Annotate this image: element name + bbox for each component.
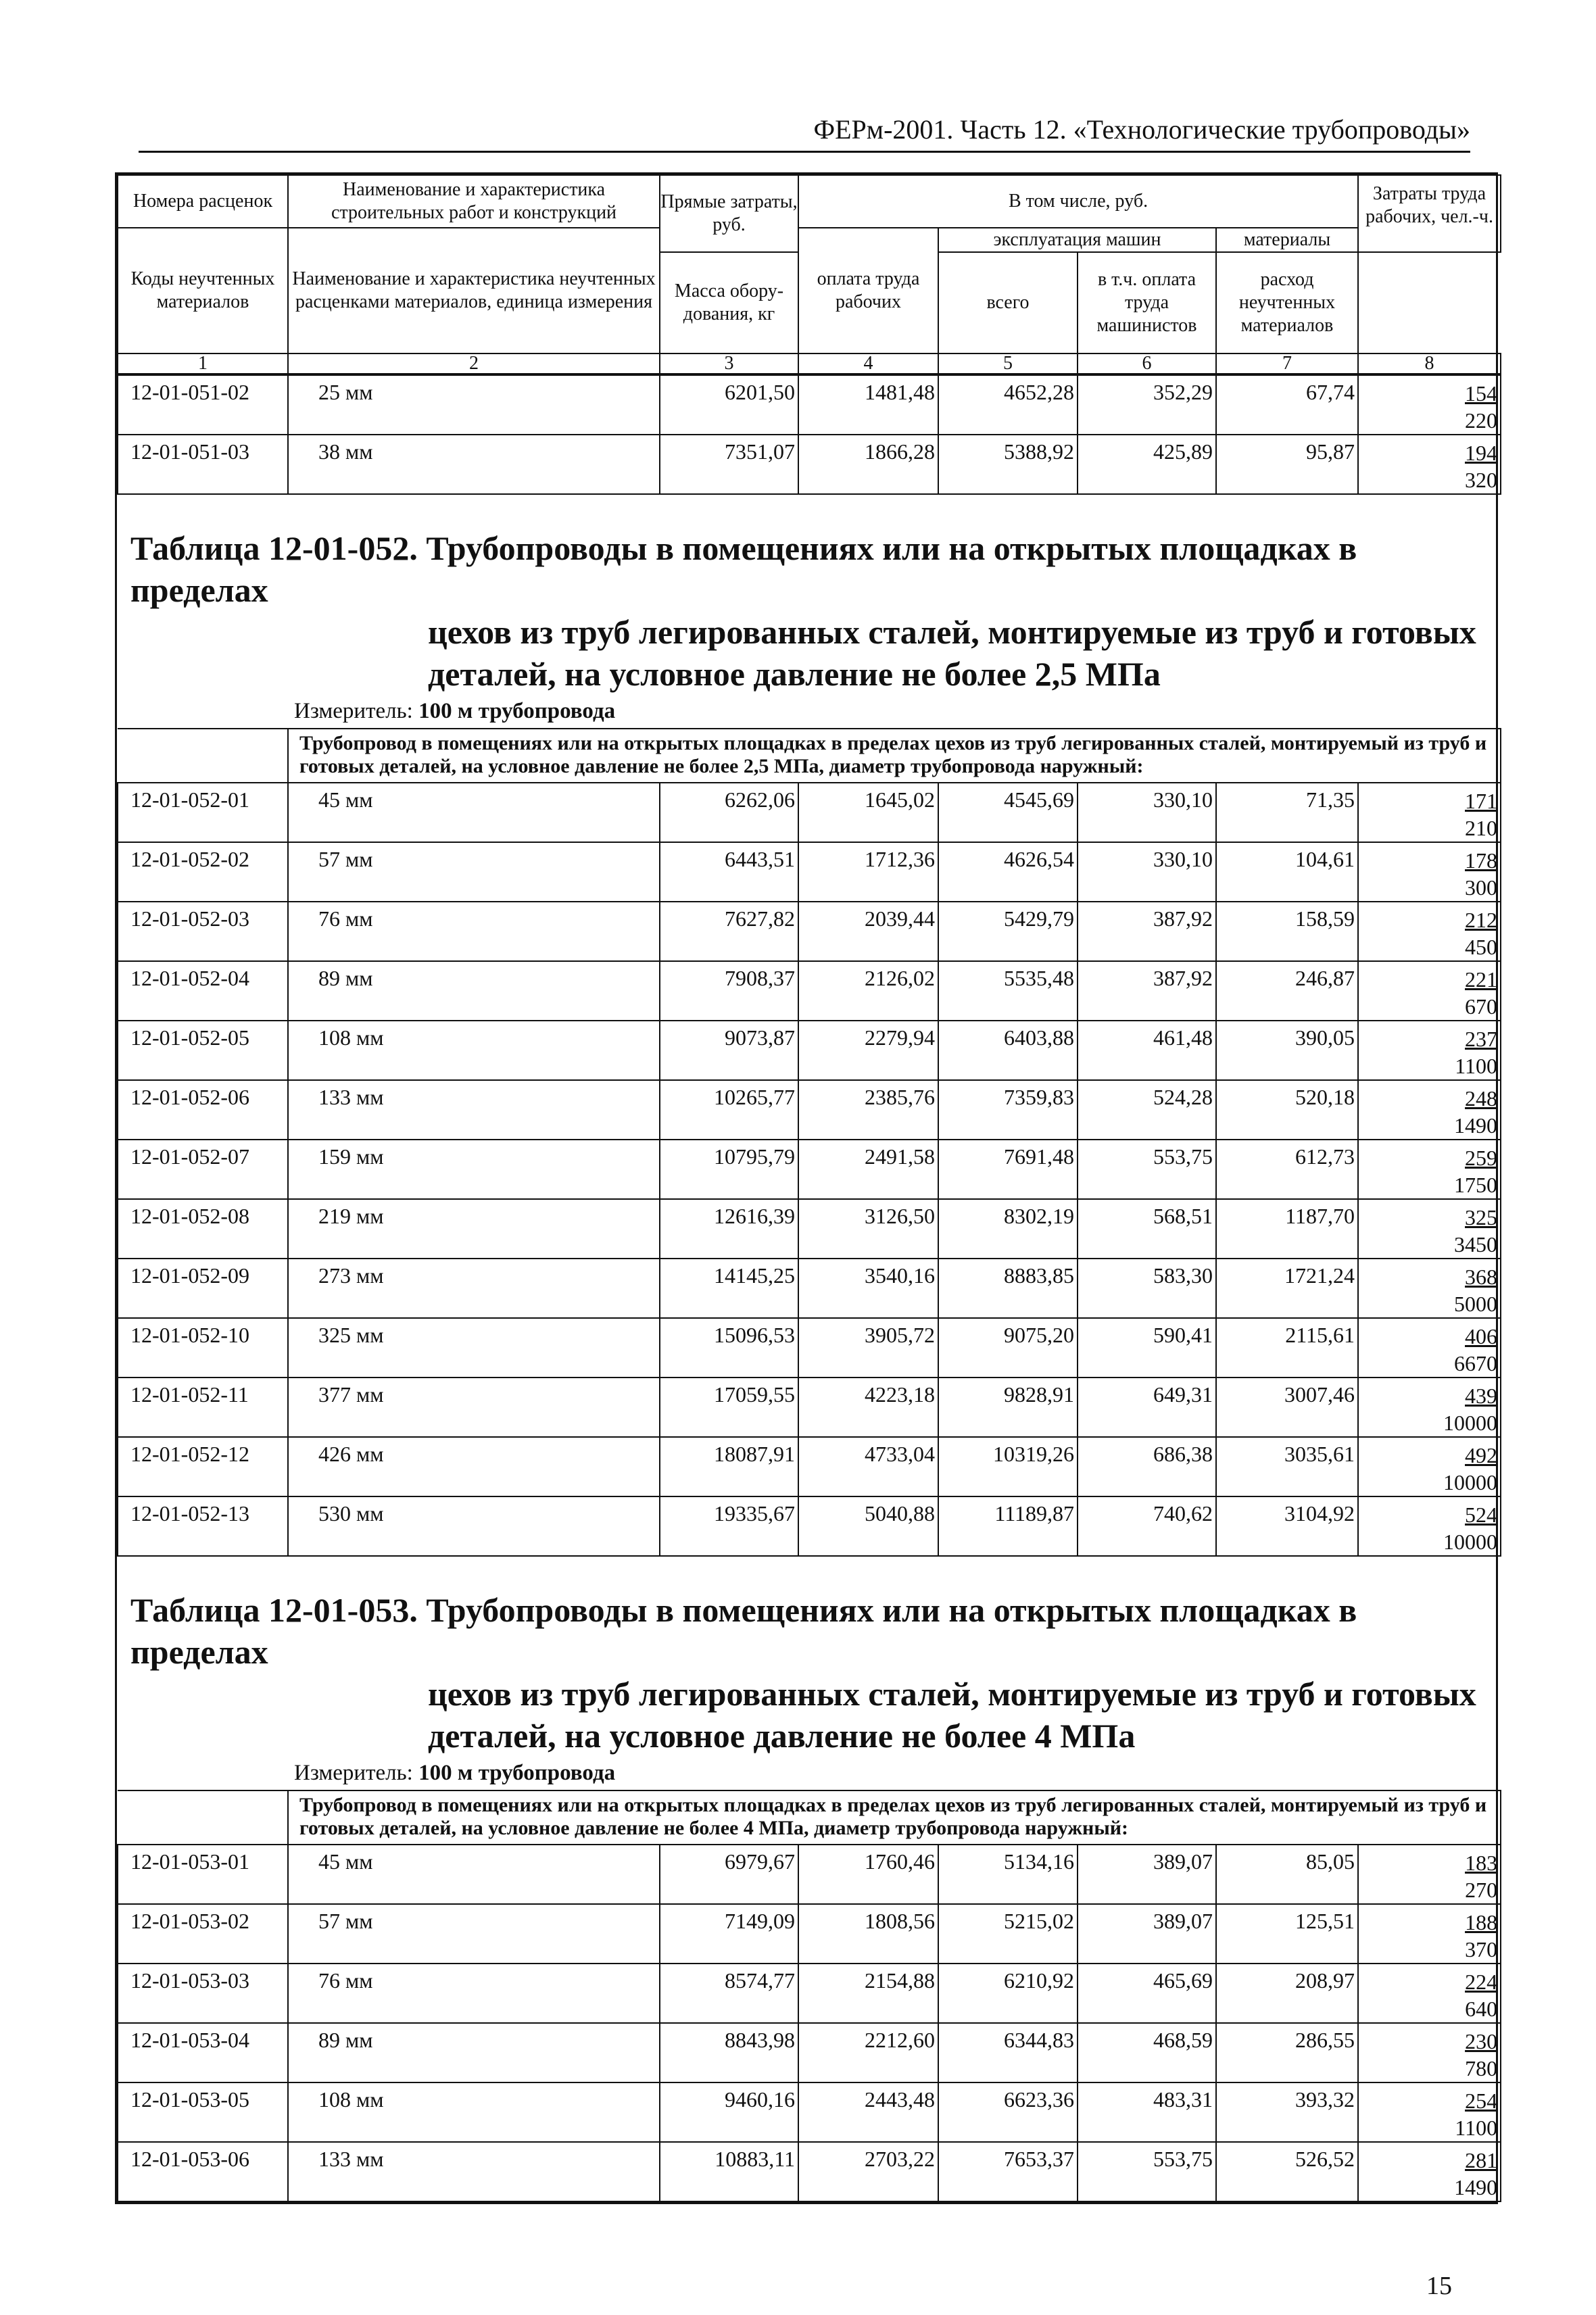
rate-code: 12-01-053-05	[118, 2082, 288, 2142]
direct-costs: 6262,06	[660, 783, 798, 842]
machines-total: 4545,69	[938, 783, 1078, 842]
labor-and-mass	[1358, 842, 1501, 902]
labor-and-mass	[1358, 1845, 1501, 1904]
equipment-mass-value: 220	[1465, 408, 1497, 433]
equipment-mass-value: 370	[1465, 1937, 1498, 1961]
col-num-5: 5	[938, 354, 1078, 374]
header-machines: эксплуатация машин	[938, 228, 1216, 252]
table-052-title-lead: Таблица 12-01-052.	[130, 529, 418, 567]
labor-pay: 1808,56	[798, 1904, 938, 1964]
equipment-mass-value: 1100	[1455, 2116, 1498, 2140]
labor-pay: 1712,36	[798, 842, 938, 902]
labor-pay: 4733,04	[798, 1437, 938, 1496]
materials: 3007,46	[1216, 1378, 1358, 1437]
labor-pay: 3126,50	[798, 1199, 938, 1259]
column-header-table	[117, 174, 1501, 374]
machines-total: 7359,83	[938, 1080, 1078, 1140]
header-machines-total: всего	[938, 252, 1078, 354]
main-table-frame	[115, 172, 1498, 2204]
machinist-pay: 553,75	[1078, 2142, 1216, 2201]
machinist-pay: 568,51	[1078, 1199, 1216, 1259]
header-col2-top: Наименование и характеристика строительных работ и конструкций	[288, 175, 660, 228]
labor-costs-value: 254	[1465, 2089, 1498, 2113]
table-row	[118, 2082, 1501, 2142]
labor-costs-value: 171	[1465, 789, 1498, 813]
work-name: 426 мм	[288, 1437, 660, 1496]
machinist-pay: 389,07	[1078, 1904, 1216, 1964]
machinist-pay: 553,75	[1078, 1140, 1216, 1199]
machines-total: 5535,48	[938, 961, 1078, 1021]
equipment-mass-value: 210	[1465, 816, 1498, 840]
labor-costs-value: 248	[1465, 1086, 1498, 1111]
equipment-mass-value: 3450	[1454, 1232, 1498, 1257]
equipment-mass-value: 450	[1465, 935, 1498, 959]
labor-costs-value: 368	[1465, 1265, 1498, 1289]
work-name: 273 мм	[288, 1259, 660, 1318]
labor-and-mass	[1358, 1378, 1501, 1437]
direct-costs: 19335,67	[660, 1496, 798, 1556]
direct-costs: 17059,55	[660, 1378, 798, 1437]
labor-pay: 3540,16	[798, 1259, 938, 1318]
header-col2-bottom: Наименование и характеристика неучтенных расценками материалов, единица измерения	[288, 228, 660, 354]
table-row	[118, 842, 1501, 902]
table-052-title-line1: Трубопроводы в помещениях или на открытых площадках в пределах	[130, 529, 1357, 609]
table-053-description: Трубопровод в помещениях или на открытых площадках в пределах цехов из труб легированных сталей, монтируемый из труб и готовых деталей, на условное давление не более 4 МПа, диаметр трубопровода наружный:	[288, 1790, 1501, 1845]
col-num-1: 1	[118, 354, 288, 374]
direct-costs: 8843,98	[660, 2023, 798, 2082]
machines-total: 11189,87	[938, 1496, 1078, 1556]
work-name: 57 мм	[288, 842, 660, 902]
equipment-mass-value: 1490	[1454, 2175, 1498, 2199]
table-052-meter	[117, 699, 1496, 728]
rate-code: 12-01-052-01	[118, 783, 288, 842]
machinist-pay: 461,48	[1078, 1021, 1216, 1080]
rate-code: 12-01-051-02	[118, 375, 288, 435]
rate-code: 12-01-051-03	[118, 435, 288, 494]
equipment-mass-value: 270	[1465, 1878, 1498, 1902]
direct-costs: 7627,82	[660, 902, 798, 961]
materials: 390,05	[1216, 1021, 1358, 1080]
labor-pay: 2039,44	[798, 902, 938, 961]
labor-pay: 5040,88	[798, 1496, 938, 1556]
work-name: 89 мм	[288, 961, 660, 1021]
materials: 3104,92	[1216, 1496, 1358, 1556]
labor-costs-value: 183	[1465, 1851, 1498, 1875]
labor-pay: 2126,02	[798, 961, 938, 1021]
table-053-title	[117, 1569, 1496, 1761]
machinist-pay: 389,07	[1078, 1845, 1216, 1904]
machinist-pay: 483,31	[1078, 2082, 1216, 2142]
machinist-pay: 425,89	[1078, 435, 1216, 494]
work-name: 108 мм	[288, 1021, 660, 1080]
machinist-pay: 352,29	[1078, 375, 1216, 435]
table-052-title-line2: цехов из труб легированных сталей, монтируемые из труб и готовых	[428, 613, 1476, 651]
materials: 286,55	[1216, 2023, 1358, 2082]
work-name: 325 мм	[288, 1318, 660, 1378]
table-row	[118, 961, 1501, 1021]
materials: 1187,70	[1216, 1199, 1358, 1259]
materials: 208,97	[1216, 1964, 1358, 2023]
rate-code: 12-01-053-02	[118, 1904, 288, 1964]
rate-code: 12-01-052-11	[118, 1378, 288, 1437]
labor-and-mass	[1358, 1496, 1501, 1556]
direct-costs: 10265,77	[660, 1080, 798, 1140]
table-row	[118, 2023, 1501, 2082]
labor-costs-value: 194	[1465, 441, 1497, 465]
header-materials: материалы	[1216, 228, 1358, 252]
labor-pay: 2385,76	[798, 1080, 938, 1140]
rate-code: 12-01-052-07	[118, 1140, 288, 1199]
table-053-title-line2: цехов из труб легированных сталей, монтируемые из труб и готовых	[428, 1675, 1476, 1713]
equipment-mass-value: 6670	[1454, 1351, 1498, 1375]
labor-and-mass	[1358, 1021, 1501, 1080]
table-row	[118, 2142, 1501, 2201]
work-name: 45 мм	[288, 783, 660, 842]
labor-costs-value: 406	[1465, 1324, 1498, 1348]
table-053-meter	[117, 1761, 1496, 1790]
labor-and-mass	[1358, 2082, 1501, 2142]
col-num-3: 3	[660, 354, 798, 374]
labor-pay: 2154,88	[798, 1964, 938, 2023]
table-row	[118, 1437, 1501, 1496]
table-row	[118, 902, 1501, 961]
col-num-4: 4	[798, 354, 938, 374]
header-labor-costs: Затраты труда рабочих, чел.-ч.	[1358, 175, 1501, 252]
labor-costs-value: 325	[1465, 1205, 1498, 1229]
machinist-pay: 524,28	[1078, 1080, 1216, 1140]
labor-costs-value: 212	[1465, 908, 1498, 932]
machines-total: 4626,54	[938, 842, 1078, 902]
equipment-mass-value: 10000	[1443, 1470, 1498, 1494]
work-name: 219 мм	[288, 1199, 660, 1259]
machines-total: 5388,92	[938, 435, 1078, 494]
table-row	[118, 1080, 1501, 1140]
col-num-2: 2	[288, 354, 660, 374]
materials: 125,51	[1216, 1904, 1358, 1964]
labor-costs-value: 439	[1465, 1384, 1498, 1408]
header-col1-bottom: Коды неучтенных материалов	[118, 228, 288, 354]
table-052	[117, 728, 1501, 1557]
work-name: 76 мм	[288, 902, 660, 961]
labor-costs-value: 281	[1465, 2148, 1498, 2172]
direct-costs: 9073,87	[660, 1021, 798, 1080]
rate-code: 12-01-052-04	[118, 961, 288, 1021]
header-equip-mass: Масса обору-дования, кг	[660, 252, 798, 354]
table-052-description: Трубопровод в помещениях или на открытых площадках в пределах цехов из труб легированных сталей, монтируемый из труб и готовых деталей, на условное давление не более 2,5 МПа, диаметр трубопровода наружный:	[288, 729, 1501, 783]
table-row	[118, 435, 1501, 494]
header-machines-incl: в т.ч. оплата труда машинистов	[1078, 252, 1216, 354]
labor-pay: 1866,28	[798, 435, 938, 494]
machinist-pay: 330,10	[1078, 783, 1216, 842]
table-row	[118, 783, 1501, 842]
table-052-desc-spacer	[118, 729, 288, 783]
materials: 67,74	[1216, 375, 1358, 435]
machinist-pay: 649,31	[1078, 1378, 1216, 1437]
rate-code: 12-01-052-10	[118, 1318, 288, 1378]
table-053-desc-spacer	[118, 1790, 288, 1845]
work-name: 76 мм	[288, 1964, 660, 2023]
labor-costs-value: 224	[1465, 1970, 1498, 1994]
machinist-pay: 583,30	[1078, 1259, 1216, 1318]
table-053-meter-value: 100 м трубопровода	[418, 1761, 616, 1785]
header-col3: Прямые затраты, руб.	[660, 175, 798, 252]
table-row	[118, 1964, 1501, 2023]
materials: 71,35	[1216, 783, 1358, 842]
labor-and-mass	[1358, 1199, 1501, 1259]
materials: 526,52	[1216, 2142, 1358, 2201]
table-row	[118, 1199, 1501, 1259]
rate-code: 12-01-052-08	[118, 1199, 288, 1259]
labor-pay: 4223,18	[798, 1378, 938, 1437]
table-row	[118, 375, 1501, 435]
direct-costs: 18087,91	[660, 1437, 798, 1496]
table-row	[118, 1904, 1501, 1964]
table-row	[118, 1259, 1501, 1318]
equipment-mass-value: 10000	[1443, 1530, 1498, 1554]
direct-costs: 9460,16	[660, 2082, 798, 2142]
page-number: 15	[1426, 2272, 1452, 2300]
machinist-pay: 465,69	[1078, 1964, 1216, 2023]
table-052-meter-value: 100 м трубопровода	[418, 699, 616, 723]
machines-total: 9828,91	[938, 1378, 1078, 1437]
direct-costs: 7149,09	[660, 1904, 798, 1964]
labor-costs-value: 154	[1465, 381, 1497, 406]
labor-and-mass	[1358, 435, 1501, 494]
materials: 2115,61	[1216, 1318, 1358, 1378]
equipment-mass-value: 1490	[1454, 1113, 1498, 1138]
column-number-row	[118, 354, 1501, 374]
labor-costs-value: 178	[1465, 848, 1498, 873]
table-row	[118, 1318, 1501, 1378]
rate-code: 12-01-052-12	[118, 1437, 288, 1496]
labor-and-mass	[1358, 2142, 1501, 2201]
direct-costs: 15096,53	[660, 1318, 798, 1378]
work-name: 38 мм	[288, 435, 660, 494]
materials: 393,32	[1216, 2082, 1358, 2142]
machines-total: 8302,19	[938, 1199, 1078, 1259]
top-rows-table	[117, 374, 1501, 495]
col-num-8: 8	[1358, 354, 1501, 374]
rate-code: 12-01-052-02	[118, 842, 288, 902]
labor-pay: 3905,72	[798, 1318, 938, 1378]
equipment-mass-value: 5000	[1454, 1292, 1498, 1316]
machines-total: 4652,28	[938, 375, 1078, 435]
labor-and-mass	[1358, 1964, 1501, 2023]
labor-and-mass	[1358, 375, 1501, 435]
materials: 85,05	[1216, 1845, 1358, 1904]
table-row	[118, 1845, 1501, 1904]
rate-code: 12-01-052-13	[118, 1496, 288, 1556]
work-name: 133 мм	[288, 2142, 660, 2201]
machines-total: 9075,20	[938, 1318, 1078, 1378]
machinist-pay: 590,41	[1078, 1318, 1216, 1378]
labor-and-mass	[1358, 1080, 1501, 1140]
machinist-pay: 686,38	[1078, 1437, 1216, 1496]
rate-code: 12-01-052-09	[118, 1259, 288, 1318]
rate-code: 12-01-053-03	[118, 1964, 288, 2023]
work-name: 25 мм	[288, 375, 660, 435]
labor-costs-value: 221	[1465, 967, 1498, 992]
machines-total: 5134,16	[938, 1845, 1078, 1904]
labor-and-mass	[1358, 1318, 1501, 1378]
direct-costs: 6201,50	[660, 375, 798, 435]
table-053	[117, 1790, 1501, 2202]
rate-code: 12-01-052-05	[118, 1021, 288, 1080]
work-name: 133 мм	[288, 1080, 660, 1140]
labor-pay: 2491,58	[798, 1140, 938, 1199]
labor-costs-value: 492	[1465, 1443, 1498, 1467]
labor-and-mass	[1358, 1259, 1501, 1318]
direct-costs: 10883,11	[660, 2142, 798, 2201]
equipment-mass-value: 1100	[1455, 1054, 1498, 1078]
header-incl: В том числе, руб.	[798, 175, 1358, 228]
machines-total: 6403,88	[938, 1021, 1078, 1080]
machines-total: 8883,85	[938, 1259, 1078, 1318]
rate-code: 12-01-053-06	[118, 2142, 288, 2201]
labor-pay: 2443,48	[798, 2082, 938, 2142]
header-labor-pay: оплата труда рабочих	[798, 228, 938, 354]
running-head: ФЕРм-2001. Часть 12. «Технологические трубопроводы»	[139, 114, 1470, 153]
rate-code: 12-01-053-04	[118, 2023, 288, 2082]
materials: 104,61	[1216, 842, 1358, 902]
rate-code: 12-01-053-01	[118, 1845, 288, 1904]
labor-and-mass	[1358, 961, 1501, 1021]
direct-costs: 6443,51	[660, 842, 798, 902]
materials: 520,18	[1216, 1080, 1358, 1140]
machines-total: 6210,92	[938, 1964, 1078, 2023]
machines-total: 7691,48	[938, 1140, 1078, 1199]
table-053-meter-label: Измеритель:	[294, 1761, 413, 1785]
labor-pay: 2279,94	[798, 1021, 938, 1080]
machines-total: 5215,02	[938, 1904, 1078, 1964]
labor-and-mass	[1358, 783, 1501, 842]
direct-costs: 14145,25	[660, 1259, 798, 1318]
materials: 158,59	[1216, 902, 1358, 961]
table-row	[118, 1021, 1501, 1080]
table-053-title-line1: Трубопроводы в помещениях или на открытых площадках в пределах	[130, 1591, 1357, 1671]
machinist-pay: 330,10	[1078, 842, 1216, 902]
table-053-title-line3: деталей, на условное давление не более 4 МПа	[428, 1717, 1136, 1755]
direct-costs: 12616,39	[660, 1199, 798, 1259]
machinist-pay: 387,92	[1078, 902, 1216, 961]
direct-costs: 7351,07	[660, 435, 798, 494]
labor-and-mass	[1358, 1140, 1501, 1199]
labor-costs-value: 230	[1465, 2029, 1498, 2053]
work-name: 108 мм	[288, 2082, 660, 2142]
table-052-meter-label: Измеритель:	[294, 699, 413, 723]
table-row	[118, 1378, 1501, 1437]
work-name: 377 мм	[288, 1378, 660, 1437]
direct-costs: 8574,77	[660, 1964, 798, 2023]
header-col1-top: Номера расценок	[118, 175, 288, 228]
equipment-mass-value: 780	[1465, 2056, 1498, 2080]
col-num-7: 7	[1216, 354, 1358, 374]
table-053-title-lead: Таблица 12-01-053.	[130, 1591, 418, 1629]
equipment-mass-value: 300	[1465, 875, 1498, 900]
work-name: 89 мм	[288, 2023, 660, 2082]
machinist-pay: 740,62	[1078, 1496, 1216, 1556]
rate-code: 12-01-052-06	[118, 1080, 288, 1140]
machines-total: 7653,37	[938, 2142, 1078, 2201]
equipment-mass-value: 10000	[1443, 1411, 1498, 1435]
work-name: 45 мм	[288, 1845, 660, 1904]
labor-pay: 2703,22	[798, 2142, 938, 2201]
direct-costs: 10795,79	[660, 1140, 798, 1199]
equipment-mass-value: 1750	[1454, 1173, 1498, 1197]
machinist-pay: 468,59	[1078, 2023, 1216, 2082]
work-name: 159 мм	[288, 1140, 660, 1199]
materials: 612,73	[1216, 1140, 1358, 1199]
table-052-title-line3: деталей, на условное давление не более 2,5 МПа	[428, 655, 1161, 693]
machinist-pay: 387,92	[1078, 961, 1216, 1021]
labor-costs-value: 259	[1465, 1146, 1498, 1170]
col-num-6: 6	[1078, 354, 1216, 374]
equipment-mass-value: 320	[1465, 468, 1497, 492]
labor-and-mass	[1358, 902, 1501, 961]
labor-pay: 1760,46	[798, 1845, 938, 1904]
labor-pay: 1481,48	[798, 375, 938, 435]
materials: 3035,61	[1216, 1437, 1358, 1496]
labor-and-mass	[1358, 2023, 1501, 2082]
materials: 246,87	[1216, 961, 1358, 1021]
direct-costs: 7908,37	[660, 961, 798, 1021]
header-materials-sub: расход неучтенных материалов	[1216, 252, 1358, 354]
table-052-title	[117, 507, 1496, 699]
work-name: 57 мм	[288, 1904, 660, 1964]
machines-total: 6623,36	[938, 2082, 1078, 2142]
materials: 95,87	[1216, 435, 1358, 494]
materials: 1721,24	[1216, 1259, 1358, 1318]
machines-total: 5429,79	[938, 902, 1078, 961]
direct-costs: 6979,67	[660, 1845, 798, 1904]
labor-costs-value: 524	[1465, 1503, 1498, 1527]
labor-pay: 1645,02	[798, 783, 938, 842]
rate-code: 12-01-052-03	[118, 902, 288, 961]
machines-total: 6344,83	[938, 2023, 1078, 2082]
equipment-mass-value: 670	[1465, 994, 1498, 1019]
labor-costs-value: 237	[1465, 1027, 1498, 1051]
equipment-mass-value: 640	[1465, 1997, 1498, 2021]
labor-and-mass	[1358, 1437, 1501, 1496]
table-row	[118, 1140, 1501, 1199]
labor-and-mass	[1358, 1904, 1501, 1964]
machines-total: 10319,26	[938, 1437, 1078, 1496]
labor-pay: 2212,60	[798, 2023, 938, 2082]
labor-costs-value: 188	[1465, 1910, 1498, 1934]
work-name: 530 мм	[288, 1496, 660, 1556]
table-row	[118, 1496, 1501, 1556]
